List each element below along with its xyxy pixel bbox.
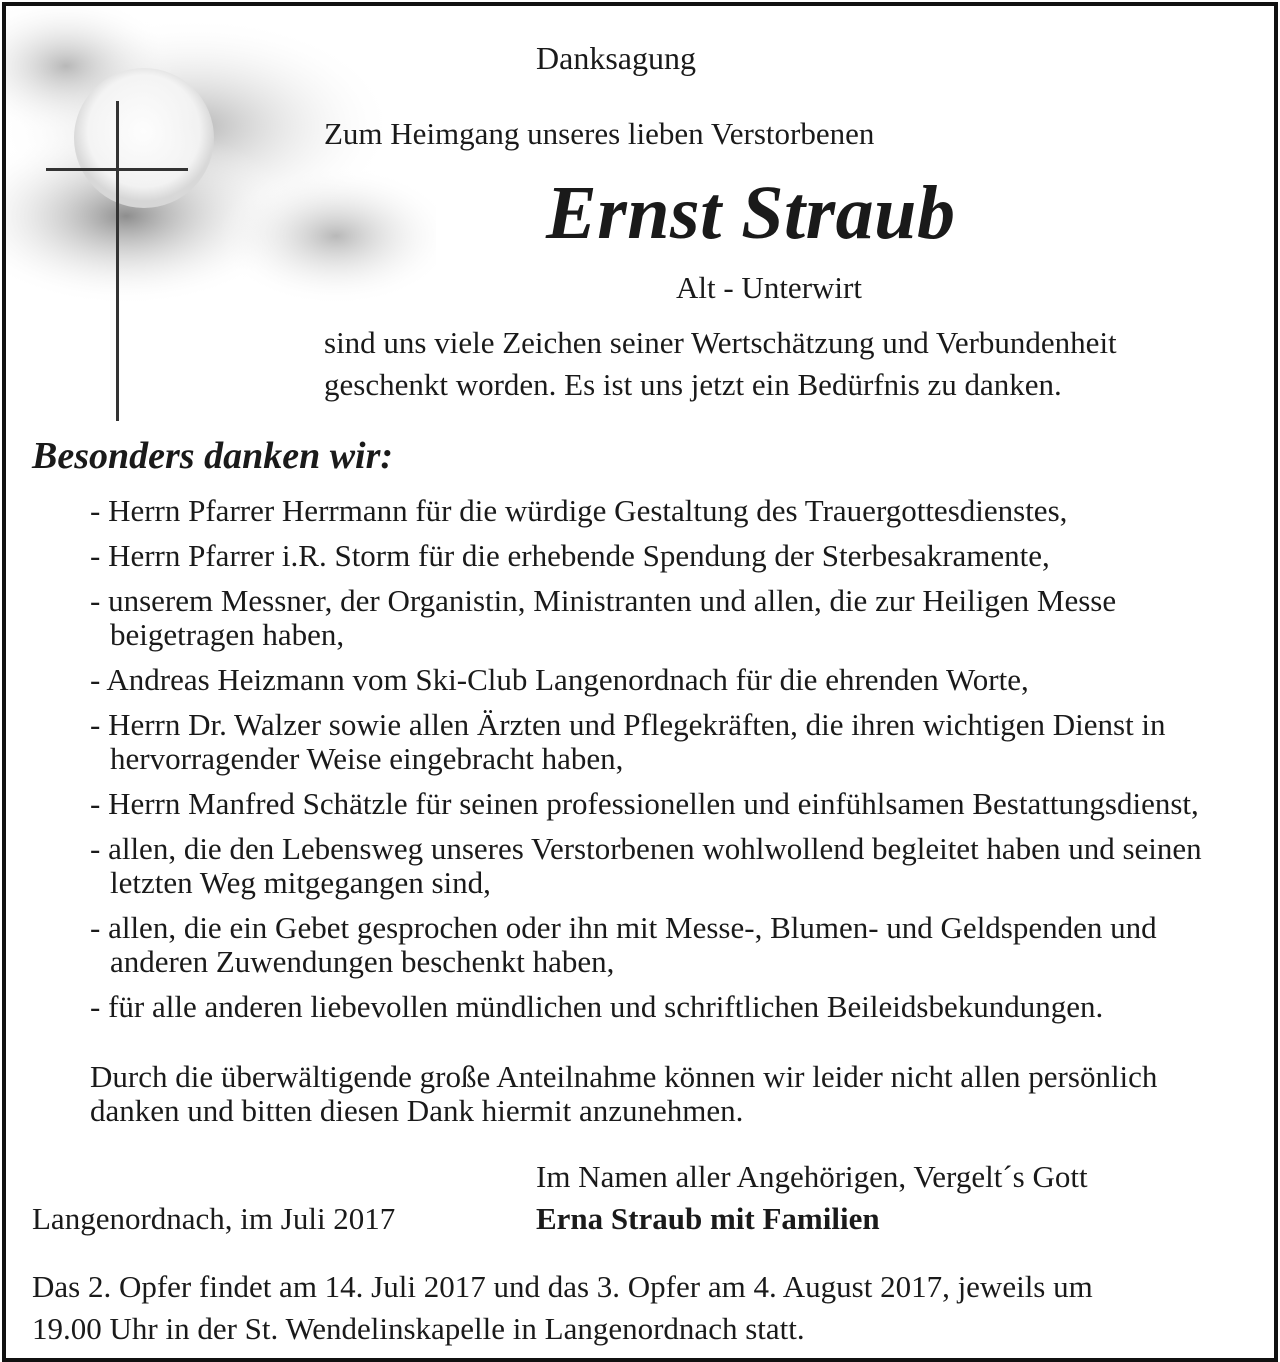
intro-paragraph: [324, 322, 1117, 406]
intro-line: Zum Heimgang unseres lieben Verstorbenen: [324, 116, 875, 151]
obituary-notice: [2, 2, 1278, 1362]
footer-note: [32, 1266, 1093, 1350]
list-item: - allen, die ein Gebet gesprochen oder ihn mit Messe-, Blumen- und Geldspenden und anderen Zuwendungen beschenkt haben,: [90, 910, 1157, 979]
list-item: - Herrn Manfred Schätzle für seinen professionellen und einfühlsamen Bestattungsdienst,: [90, 786, 1199, 821]
thanks-heading: Besonders danken wir:: [32, 435, 394, 477]
closing-paragraph: Durch die überwältigende große Anteilnahme können wir leider nicht allen persönlich danken und bitten diesen Dank hiermit anzunehmen.: [90, 1059, 1158, 1128]
signature-line: Im Namen aller Angehörigen, Vergelt´s Gott: [536, 1159, 1088, 1194]
footer-line: 19.00 Uhr in der St. Wendelinskapelle in Langenordnach statt.: [32, 1311, 805, 1346]
deceased-name: Ernst Straub: [546, 171, 956, 255]
deceased-subtitle: Alt - Unterwirt: [676, 270, 862, 305]
thanks-list: [90, 494, 1260, 1035]
cross-icon: [116, 101, 119, 421]
place-date: Langenordnach, im Juli 2017: [32, 1201, 396, 1236]
intro-paragraph-line: geschenkt worden. Es ist uns jetzt ein Bedürfnis zu danken.: [324, 367, 1062, 402]
list-item: - unserem Messner, der Organistin, Ministranten und allen, die zur Heiligen Messe beigetragen haben,: [90, 583, 1117, 652]
list-item: - für alle anderen liebevollen mündlichen und schriftlichen Beileidsbekundungen.: [90, 989, 1104, 1024]
list-item: - Herrn Pfarrer Herrmann für die würdige Gestaltung des Trauergottesdienstes,: [90, 493, 1068, 528]
intro-paragraph-line: sind uns viele Zeichen seiner Wertschätzung und Verbundenheit: [324, 325, 1117, 360]
footer-line: Das 2. Opfer findet am 14. Juli 2017 und das 3. Opfer am 4. August 2017, jeweils um: [32, 1269, 1093, 1304]
signature-name: Erna Straub mit Familien: [536, 1201, 880, 1236]
notice-title: Danksagung: [536, 40, 696, 76]
list-item: - Andreas Heizmann vom Ski-Club Langenordnach für die ehrenden Worte,: [90, 662, 1029, 697]
list-item: - Herrn Pfarrer i.R. Storm für die erhebende Spendung der Sterbesakramente,: [90, 538, 1050, 573]
list-item: - Herrn Dr. Walzer sowie allen Ärzten und Pflegekräften, die ihren wichtigen Dienst in hervorragender Weise eingebracht haben,: [90, 707, 1166, 776]
list-item: - allen, die den Lebensweg unseres Verstorbenen wohlwollend begleitet haben und seinen letzten Weg mitgegangen sind,: [90, 831, 1202, 900]
